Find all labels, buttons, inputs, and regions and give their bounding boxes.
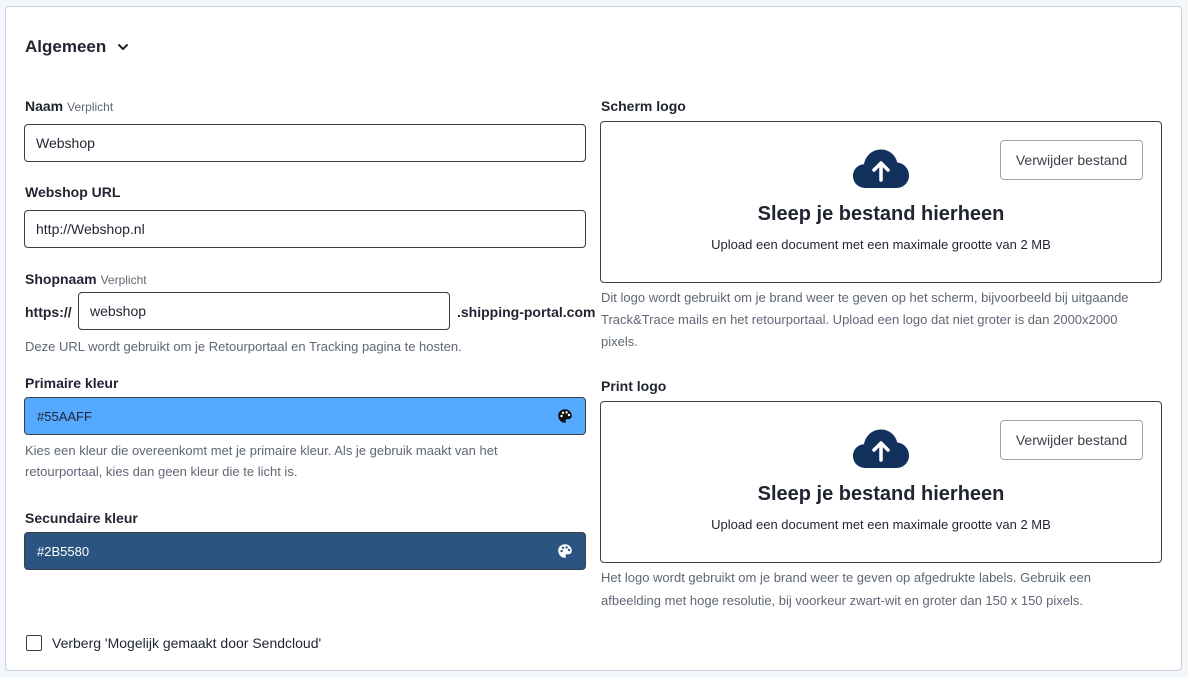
shopname-suffix: .shipping-portal.com [457, 304, 596, 320]
section-toggle[interactable] [25, 37, 130, 57]
shopname-label-text: Shopnaam [25, 271, 97, 287]
name-input[interactable] [24, 124, 586, 162]
print-logo-label: Print logo [601, 378, 667, 394]
name-label [25, 98, 113, 114]
primary-color-picker[interactable] [24, 397, 586, 435]
primary-color-label: Primaire kleur [25, 375, 119, 391]
screen-logo-label: Scherm logo [601, 98, 686, 114]
hide-branding-label: Verberg 'Mogelijk gemaakt door Sendcloud' [52, 635, 322, 651]
cloud-upload-icon [852, 148, 910, 190]
print-logo-help-line1: Het logo wordt gebruikt om je brand weer te geven op afgedrukte labels. Gebruik een [601, 570, 1091, 585]
webshop-url-label: Webshop URL [25, 184, 121, 200]
section-title: Algemeen [25, 37, 107, 56]
screen-logo-dropzone-title: Sleep je bestand hierheen [757, 203, 1005, 225]
secondary-color-value: #2B5580 [37, 543, 90, 559]
shopname-prefix: https:// [25, 304, 72, 320]
general-settings-card [5, 6, 1182, 671]
screen-logo-remove-button[interactable]: Verwijder bestand [1000, 140, 1143, 180]
print-logo-help-line2: afbeelding met hoge resolutie, bij voorkeur zwart-wit en groter dan 150 x 150 pixels. [601, 593, 1083, 608]
print-logo-dropzone-title: Sleep je bestand hierheen [757, 483, 1005, 505]
screen-logo-help-line3: pixels. [601, 334, 638, 349]
name-required-text: Verplicht [67, 100, 114, 114]
print-logo-dropzone[interactable] [600, 401, 1162, 563]
screen-logo-dropzone-subtitle: Upload een document met een maximale grootte van 2 MB [711, 237, 1051, 252]
shopname-required-text: Verplicht [100, 273, 147, 287]
webshop-url-input[interactable] [24, 210, 586, 248]
palette-icon[interactable] [557, 408, 573, 424]
primary-color-help-line1: Kies een kleur die overeenkomt met je primaire kleur. Als je gebruik maakt van het [25, 443, 498, 458]
shopname-help: Deze URL wordt gebruikt om je Retourportaal en Tracking pagina te hosten. [25, 339, 462, 354]
print-logo-remove-button[interactable]: Verwijder bestand [1000, 420, 1143, 460]
shopname-input[interactable] [78, 292, 450, 330]
cloud-upload-icon [852, 428, 910, 470]
screen-logo-help-line1: Dit logo wordt gebruikt om je brand weer te geven op het scherm, bijvoorbeeld bij uitgaande [601, 290, 1129, 305]
chevron-down-icon [116, 40, 130, 54]
primary-color-value: #55AAFF [37, 408, 92, 424]
secondary-color-picker[interactable] [24, 532, 586, 570]
shopname-label [25, 271, 147, 287]
screen-logo-help-line2: Track&Trace mails en het retourportaal. Upload een logo dat niet groter is dan 2000x2000 [601, 312, 1118, 327]
palette-icon[interactable] [557, 543, 573, 559]
hide-branding-checkbox[interactable] [26, 635, 42, 651]
secondary-color-label: Secundaire kleur [25, 510, 138, 526]
screen-logo-dropzone[interactable] [600, 121, 1162, 283]
name-label-text: Naam [25, 98, 64, 114]
primary-color-help-line2: retourportaal, kies dan geen kleur die te licht is. [25, 464, 298, 479]
print-logo-dropzone-subtitle: Upload een document met een maximale grootte van 2 MB [711, 517, 1051, 532]
hide-branding-option[interactable] [26, 635, 321, 651]
